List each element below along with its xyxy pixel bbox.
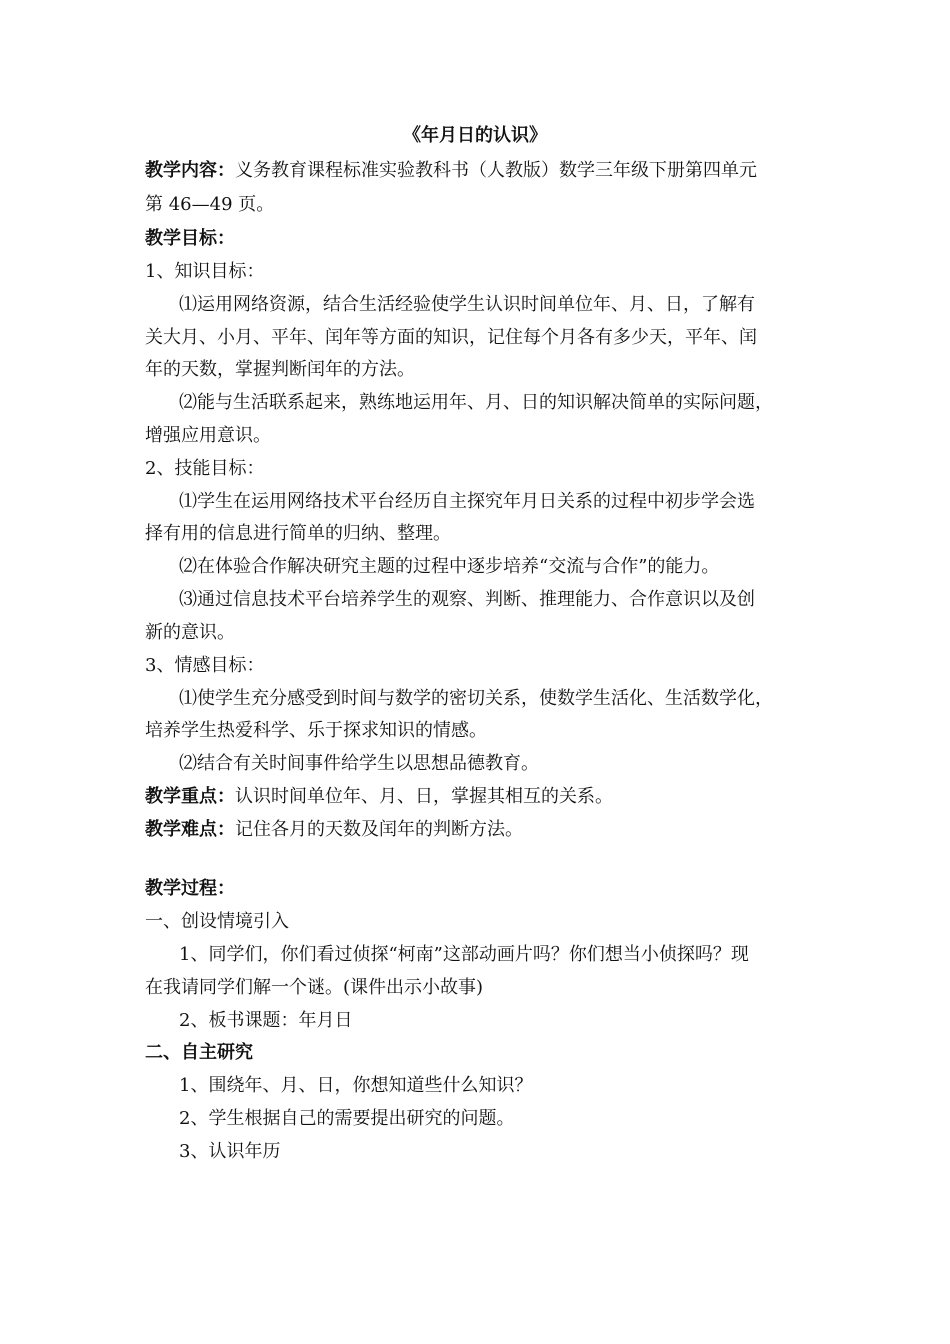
paragraph-line: 2、板书课题：年月日 [179,1010,353,1031]
paragraph-line: 培养学生热爱科学、乐于探求知识的情感。 [145,720,487,741]
paragraph-line: 择有用的信息进行简单的归纳、整理。 [145,523,451,544]
paragraph-line: 2、学生根据自己的需要提出研究的问题。 [179,1108,515,1129]
paragraph-line: ⑵结合有关时间事件给学生以思想品德教育。 [179,753,539,774]
content-text: 义务教育课程标准实验教科书（人教版）数学三年级下册第四单元 [235,160,757,181]
objectives-label: 教学目标： [145,228,235,249]
paragraph-line: ⑴学生在运用网络技术平台经历自主探究年月日关系的过程中初步学会选 [179,491,755,512]
paragraph-line: 3、认识年历 [179,1141,281,1162]
paragraph-line: 年的天数，掌握判断闰年的方法。 [145,359,415,380]
knowledge-heading: 1、知识目标： [145,261,265,282]
paragraph-line: 关大月、小月、平年、闰年等方面的知识，记住每个月各有多少天，平年、闰 [145,327,757,348]
content-label: 教学内容： [145,160,235,181]
paragraph-line: 1、围绕年、月、日，你想知道些什么知识？ [179,1075,533,1096]
difficulty-text: 记住各月的天数及闰年的判断方法。 [235,819,523,840]
content-line [145,159,757,183]
document-title: 《年月日的认识》 [403,125,547,146]
paragraph-line: ⑴运用网络资源，结合生活经验使学生认识时间单位年、月、日，了解有 [179,294,755,315]
difficulty-label: 教学难点： [145,819,235,840]
paragraph-line: 增强应用意识。 [145,425,271,446]
emotion-heading: 3、情感目标： [145,655,265,676]
key-point-line [145,785,613,809]
paragraph-line: ⑶通过信息技术平台培养学生的观察、判断、推理能力、合作意识以及创 [179,589,755,610]
skill-heading: 2、技能目标： [145,458,265,479]
paragraph-line: ⑵在体验合作解决研究主题的过程中逐步培养“交流与合作”的能力。 [179,556,720,577]
section1-heading: 一、创设情境引入 [145,911,289,932]
key-point-label: 教学重点： [145,786,235,807]
process-label: 教学过程： [145,878,235,899]
key-point-text: 认识时间单位年、月、日，掌握其相互的关系。 [235,786,613,807]
paragraph-line: 1、同学们，你们看过侦探“柯南”这部动画片吗？你们想当小侦探吗？现 [179,944,749,965]
difficulty-line [145,818,523,842]
paragraph-line: 新的意识。 [145,622,235,643]
paragraph-line: ⑵能与生活联系起来，熟练地运用年、月、日的知识解决简单的实际问题， [179,392,773,413]
paragraph-line: ⑴使学生充分感受到时间与数学的密切关系，使数学生活化、生活数学化， [179,688,773,709]
section2-heading: 二、自主研究 [145,1042,253,1063]
content-text-continued: 第 46—49 页。 [145,194,275,215]
paragraph-line: 在我请同学们解一个谜。(课件出示小故事) [145,977,484,998]
